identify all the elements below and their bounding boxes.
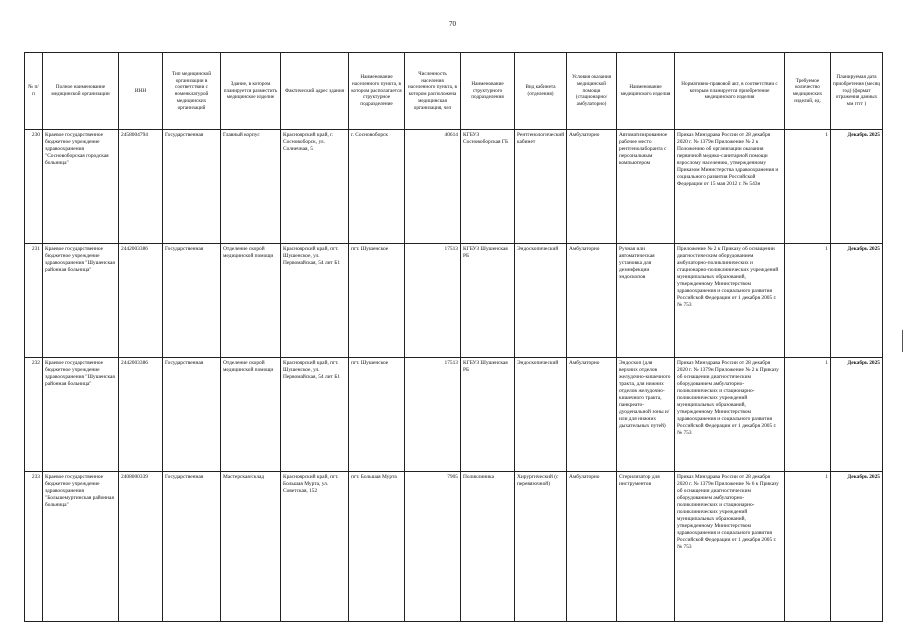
planned-date: Декабрь 2025	[831, 358, 883, 472]
table-header-row	[25, 53, 883, 130]
col-header-act: Нормативно-правовой акт, в соответствии с которым планируется приобретение медицинского изделия	[675, 53, 785, 130]
row-number: 231	[25, 244, 43, 358]
col-header-address: Фактический адрес здания	[281, 53, 349, 130]
building: Мастерская/склад	[221, 472, 281, 622]
building: Отделение скорой медицинской помощи	[221, 244, 281, 358]
address: Красноярский край, г. Сосновоборск, ул. Солнечная, 5	[281, 130, 349, 244]
legal-act: Приказ Минздрава России от 28 декабря 2020 г. № 1379н Приложение № 2 к Приказу об оснащении диагностическим оборудованием амбулаторно-поликлинических и стационарно-поликлинических учреждений муниципальных образований, утвержденному Министерством здравоохранения и социального развития Российской Федерации от 1 декабря 2005 г. № 753	[675, 358, 785, 472]
population: 40614	[405, 130, 461, 244]
address: Красноярский край, пгт. Шушенское, ул. Первомайская, 54 лит Б1	[281, 244, 349, 358]
col-header-inn: ИНН	[119, 53, 163, 130]
inn: 2458004794	[119, 130, 163, 244]
planned-date: Декабрь 2025	[831, 472, 883, 622]
conditions: Амбулаторно	[567, 472, 617, 622]
col-header-conditions: Условия оказания медицинской помощи (стационарно/ амбулаторно)	[567, 53, 617, 130]
org-name: Краевое государственное бюджетное учреждение здравоохранения "Шушенская районная больница"	[43, 244, 119, 358]
col-header-locality: Наименование населенного пункта, в котором располагается структурное подразделение	[349, 53, 405, 130]
building: Главный корпус	[221, 130, 281, 244]
population: 17513	[405, 244, 461, 358]
org-name: Краевое государственное бюджетное учреждение здравоохранения "Большемуртинская районная больница"	[43, 472, 119, 622]
col-header-cabinet: Вид кабинета (отделения)	[515, 53, 567, 130]
conditions: Амбулаторно	[567, 244, 617, 358]
row-number: 233	[25, 472, 43, 622]
unit: КГБУЗ Шушенская РБ	[461, 244, 515, 358]
col-header-qty: Требуемое количество медицинских изделий, ед.	[785, 53, 831, 130]
quantity: 1	[785, 130, 831, 244]
locality: пгт. Шушенское	[349, 358, 405, 472]
org-name: Краевое государственное бюджетное учреждение здравоохранения "Шушенская районная больница"	[43, 358, 119, 472]
population: 17513	[405, 358, 461, 472]
inn: 2442003386	[119, 244, 163, 358]
table-row	[25, 358, 883, 472]
org-type: Государственная	[163, 358, 221, 472]
locality: г. Сосновоборск	[349, 130, 405, 244]
locality: пгт. Шушенское	[349, 244, 405, 358]
col-header-date: Планируемая дата приобретения (месяц год) (формат отражения данных мм гггг )	[831, 53, 883, 130]
table-row	[25, 244, 883, 358]
building: Отделение скорой медицинской помощи	[221, 358, 281, 472]
col-header-building: Здание, в котором планируется разместить медицинское изделие	[221, 53, 281, 130]
org-type: Государственная	[163, 472, 221, 622]
quantity: 1	[785, 358, 831, 472]
inn: 2408000339	[119, 472, 163, 622]
col-header-unit: Наименование структурного подразделения	[461, 53, 515, 130]
col-header-org: Полное наименование медицинской организации	[43, 53, 119, 130]
device: Ручная или автоматическая установка для дезинфекции эндоскопов	[617, 244, 675, 358]
unit: КГБУЗ Сосновоборская ГБ	[461, 130, 515, 244]
device: Эндоскоп (для верхних отделов желудочно-кишечного тракта, для нижних отделов желудочно-кишечного тракта, панкреато-дуоденальной зоны и/или для нижних дыхательных путей)	[617, 358, 675, 472]
inn: 2442003386	[119, 358, 163, 472]
row-number: 230	[25, 130, 43, 244]
conditions: Амбулаторно	[567, 130, 617, 244]
org-type: Государственная	[163, 130, 221, 244]
device: Автоматизированное рабочее место рентгенолаборанта с персональным компьютером	[617, 130, 675, 244]
planned-date: Декабрь 2025	[831, 130, 883, 244]
col-header-device: Наименование медицинского изделия	[617, 53, 675, 130]
conditions: Амбулаторно	[567, 358, 617, 472]
cabinet: Эндоскопический	[515, 358, 567, 472]
cabinet: Эндоскопический	[515, 244, 567, 358]
unit: Поликлиника	[461, 472, 515, 622]
table-row	[25, 472, 883, 622]
locality: пгт. Большая Мурта	[349, 472, 405, 622]
org-type: Государственная	[163, 244, 221, 358]
row-number: 232	[25, 358, 43, 472]
table-row	[25, 130, 883, 244]
col-header-type: Тип медицинской организации в соответствии с номенклатурой медицинских организаций	[163, 53, 221, 130]
unit: КГБУЗ Шушенская РБ	[461, 358, 515, 472]
address: Красноярский край, пгт. Шушенское, ул. Первомайская, 54 лит Б1	[281, 358, 349, 472]
population: 7905	[405, 472, 461, 622]
col-header-number: № п/п	[25, 53, 43, 130]
address: Красноярский край, пгт. Большая Мурта, ул. Советская, 152	[281, 472, 349, 622]
planned-date: Декабрь 2025	[831, 244, 883, 358]
org-name: Краевое государственное бюджетное учреждение здравоохранения "Сосновоборская городская больница"	[43, 130, 119, 244]
col-header-population: Численность населения населенного пункта, в котором расположена медицинская организация, чел	[405, 53, 461, 130]
cabinet: Хирургический (с перевязочной)	[515, 472, 567, 622]
legal-act: Приказ Минздрава России от 28 декабря 2020 г. № 1379н Приложение № 6 к Приказу об оснащении диагностическим оборудованием амбулаторно-поликлинических и стационарно-поликлинических учреждений муниципальных образований, утвержденному Министерством здравоохранения и социального развития Российской Федерации от 1 декабря 2005 г. № 753	[675, 472, 785, 622]
page-edge-mark	[902, 330, 904, 352]
cabinet: Рентгенологический кабинет	[515, 130, 567, 244]
legal-act: Приложение № 2 к Приказу об оснащении диагностическим оборудованием амбулаторно-поликлинических и стационарно-поликлинических учреждений муниципальных образований, утвержденному Министерством здравоохранения и социального развития Российской Федерации от 1 декабря 2005 г. № 753	[675, 244, 785, 358]
quantity: 1	[785, 244, 831, 358]
equipment-table	[24, 52, 883, 622]
page-number: 70	[449, 20, 456, 28]
device: Стерилизатор для инструментов	[617, 472, 675, 622]
legal-act: Приказ Минздрава России от 28 декабря 2020 г. № 1379н Приложение № 2 к Положению об организации оказания первичной медико-санитарной помощи взрослому населению, утвержденному Приказом Министерства здравоохранения и социального развития Российской Федерации от 15 мая 2012 г. № 543н	[675, 130, 785, 244]
quantity: 1	[785, 472, 831, 622]
